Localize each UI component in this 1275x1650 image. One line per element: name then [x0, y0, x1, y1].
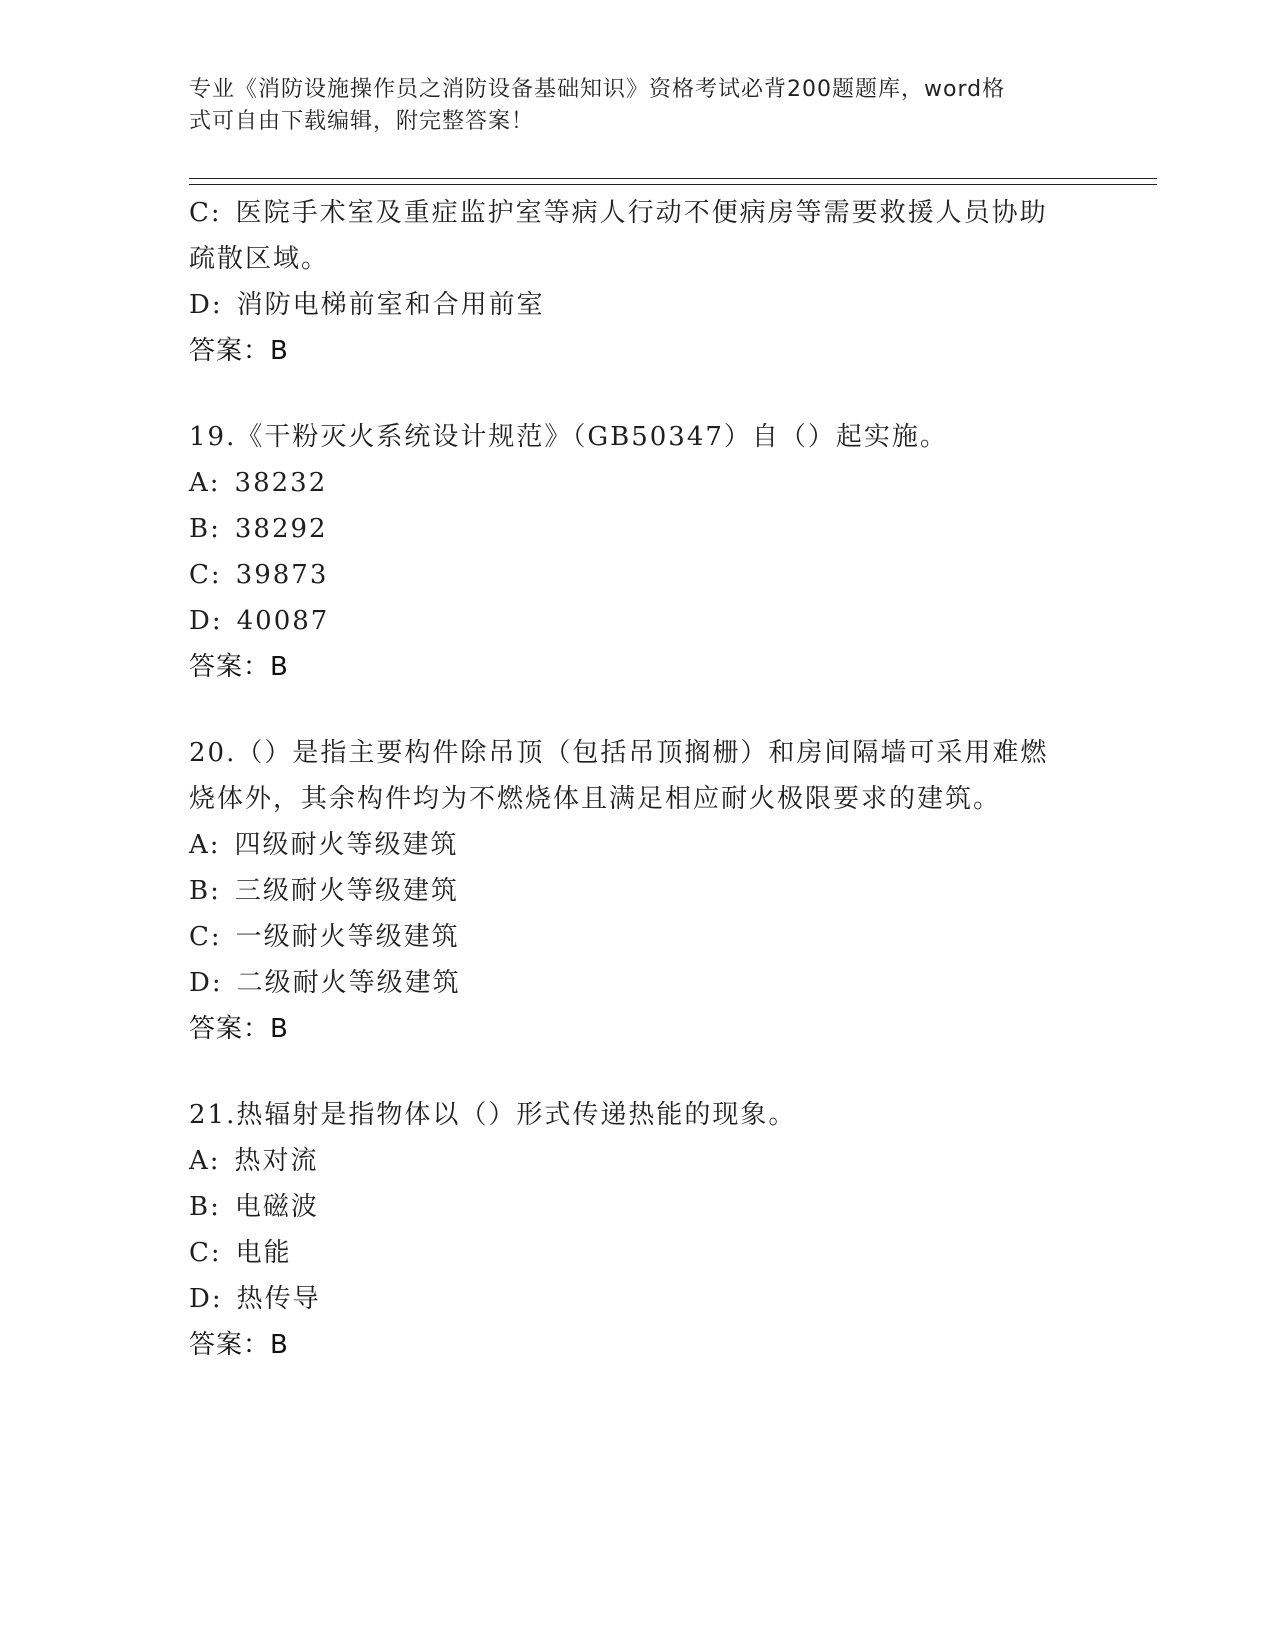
option-d: [189, 598, 1089, 644]
option-c-continued: 疏散区域。: [189, 244, 330, 274]
header-rule-top: [189, 178, 1157, 179]
option-text: 一级耐火等级建筑: [235, 922, 460, 952]
question-stem: 19.《干粉灭火系统设计规范》（GB50347）自（）起实施。: [189, 422, 948, 452]
question-19: [189, 414, 1089, 690]
header-line-2: 式可自由下载编辑，附完整答案！: [189, 109, 535, 134]
document-header: [189, 74, 1069, 138]
option-text: 医院手术室及重症监护室等病人行动不便病房等需要救援人员协助: [235, 198, 1048, 228]
option-b: [189, 506, 1089, 552]
question-list: [189, 190, 1089, 1368]
question-18-continued: [189, 190, 1089, 374]
option-text: 38292: [234, 514, 328, 544]
option-b: [189, 1184, 1089, 1230]
option-label: C:: [189, 560, 222, 590]
question-21: [189, 1092, 1089, 1368]
option-text: 消防电梯前室和合用前室: [236, 290, 545, 320]
question-stem: 21.热辐射是指物体以（）形式传递热能的现象。: [189, 1100, 797, 1130]
option-label: A:: [189, 468, 221, 498]
option-a: [189, 460, 1089, 506]
option-text: 热传导: [236, 1284, 321, 1314]
option-label: D:: [189, 606, 223, 636]
option-c: [189, 190, 1089, 236]
option-text: 40087: [236, 606, 330, 636]
option-b: [189, 868, 1089, 914]
option-label: A:: [189, 1146, 221, 1176]
question-stem: 20.（）是指主要构件除吊顶（包括吊顶搁栅）和房间隔墙可采用难燃: [189, 738, 1049, 768]
option-label: B:: [189, 514, 221, 544]
option-text: 四级耐火等级建筑: [234, 830, 459, 860]
question-20: [189, 730, 1089, 1052]
option-label: C:: [189, 922, 222, 952]
header-rule-bottom: [189, 184, 1157, 185]
option-label: A:: [189, 830, 221, 860]
option-text: 三级耐火等级建筑: [234, 876, 459, 906]
option-label: C:: [189, 1238, 222, 1268]
option-c: [189, 1230, 1089, 1276]
option-text: 二级耐火等级建筑: [236, 968, 461, 998]
option-text: 电能: [235, 1238, 292, 1268]
answer: 答案：B: [189, 1014, 289, 1044]
option-d: [189, 1276, 1089, 1322]
option-d: [189, 960, 1089, 1006]
option-label: D:: [189, 968, 223, 998]
option-text: 39873: [235, 560, 329, 590]
option-text: 38232: [234, 468, 328, 498]
option-a: [189, 1138, 1089, 1184]
answer: 答案：B: [189, 336, 289, 366]
header-line-1: 专业《消防设施操作员之消防设备基础知识》资格考试必背200题题库，word格: [189, 77, 1006, 102]
option-label: D:: [189, 1284, 223, 1314]
option-text: 热对流: [234, 1146, 319, 1176]
option-a: [189, 822, 1089, 868]
question-stem-continued: 烧体外，其余构件均为不燃烧体且满足相应耐火极限要求的建筑。: [189, 784, 1002, 814]
answer: 答案：B: [189, 652, 289, 682]
option-label: B:: [189, 876, 221, 906]
option-label: C:: [189, 198, 222, 228]
option-c: [189, 914, 1089, 960]
option-text: 电磁波: [234, 1192, 319, 1222]
option-label: D:: [189, 290, 223, 320]
answer: 答案：B: [189, 1330, 289, 1360]
option-c: [189, 552, 1089, 598]
option-label: B:: [189, 1192, 221, 1222]
option-d: [189, 282, 1089, 328]
